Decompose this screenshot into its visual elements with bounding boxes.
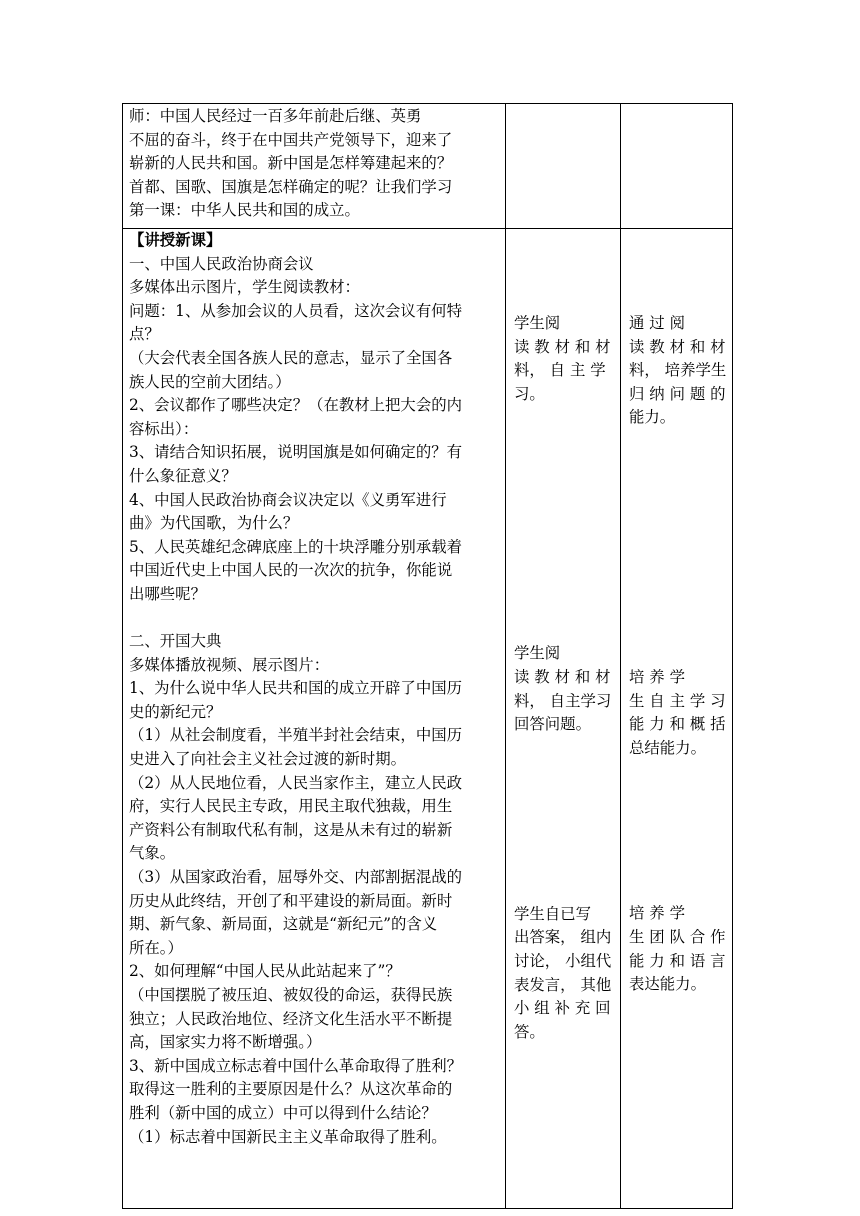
content-line: 容标出）： [129,419,199,438]
content-line: 族人民的空前大团结。） [129,372,291,391]
content-line: 5、人民英雄纪念碑底座上的十块浮雕分别承载着 [129,537,462,556]
content-line: 3、新中国成立标志着中国什么革命取得了胜利？ [129,1056,462,1075]
content-line: 什么象征意义？ [129,466,237,485]
content-line: 多媒体出示图片，学生阅读教材： [129,278,360,297]
student-line: 讨论， 小组代 [514,951,612,970]
intent-line: 归 纳 问 题 的 [629,384,726,403]
student-line: 表发言， 其他 [514,975,612,994]
main-row [123,229,733,1209]
content-line: 3、请结合知识拓展，说明国旗是如何确定的？有 [129,443,462,462]
content-line: 府，实行人民民主专政，用民主取代独裁，用生 [129,797,453,816]
content-line: （1）标志着中国新民主主义革命取得了胜利。 [129,1127,447,1146]
content-line: 史的新纪元？ [129,702,222,721]
intent-line: 生 团 队 合 作 [629,927,726,946]
design-intent-cell [621,229,733,1209]
content-line: 产资料公有制取代私有制，这是从未有过的崭新 [129,820,453,839]
intro-student-cell [506,104,621,229]
main-content-cell [123,229,506,1209]
intent-line: 生 自 主 学 习 [629,691,726,710]
content-line: 2、会议都作了哪些决定？（在教材上把大会的内 [129,396,462,415]
content-line: 中国近代史上中国人民的一次次的抗争，你能说 [129,561,453,580]
content-line: 高，国家实力将不断增强。） [129,1033,322,1052]
content-line: 点？ [129,325,160,344]
intro-cell [123,104,506,229]
content-line: 气象。 [129,844,176,863]
blank-line [129,607,501,631]
content-line: （大会代表全国各族人民的意志，显示了全国各 [129,348,453,367]
intent-line: 能力。 [629,408,676,427]
student-activity-3 [506,737,620,1045]
student-line: 读 教 材 和 材 [514,337,611,356]
intent-line: 料， 培养学生 [629,361,727,380]
content-line: 多媒体播放视频、展示图片： [129,655,330,674]
intro-row [123,104,733,229]
content-line: 取得这一胜利的主要原因是什么？从这次革命的 [129,1080,453,1099]
student-line: 习。 [514,384,545,403]
content-line: （3）从国家政治看，屈辱外交、内部割据混战的 [129,868,462,887]
content-line: 期、新气象、新局面，这就是“新纪元”的含义 [129,915,438,934]
content-line: 一、中国人民政治协商会议 [129,254,314,273]
content-line: （1）从社会制度看，半殖半封社会结束，中国历 [129,726,462,745]
content-line: 所在。） [129,938,183,957]
student-line: 料， 自 主 学 [514,361,606,380]
content-line: 曲》为代国歌，为什么？ [129,514,299,533]
content-line: 历史从此终结，开创了和平建设的新局面。新时 [129,891,453,910]
content-line: 1、为什么说中华人民共和国的成立开辟了中国历 [129,679,462,698]
intent-line: 总结能力。 [629,738,706,757]
section-heading: 【讲授新课】 [129,231,222,249]
intro-line: 师：中国人民经过一百多年前赴后继、英勇 [129,107,422,125]
intent-line: 通 过 阅 [629,314,685,332]
student-line: 出答案， 组内 [514,928,612,947]
content-line: 独立；人民政治地位、经济文化生活水平不断提 [129,1009,453,1028]
intro-goal-cell [621,104,733,229]
content-line: 4、中国人民政治协商会议决定以《义勇军进行 [129,490,447,509]
content-line: 2、如何理解“中国人民从此站起来了”？ [129,962,401,981]
student-activity-1 [506,229,620,406]
intent-line: 表达能力。 [629,975,706,994]
content-line: （2）从人民地位看，人民当家作主，建立人民政 [129,773,462,792]
student-activity-2 [506,406,620,736]
intro-line: 第一课：中华人民共和国的成立。 [129,201,360,220]
student-line: 读 教 材 和 材 [514,667,611,686]
student-line: 回答问题。 [514,715,591,734]
content-line: 胜利（新中国的成立）中可以得到什么结论？ [129,1103,437,1122]
design-intent-1 [621,229,732,430]
content-line: 出哪些呢？ [129,584,206,603]
content-line: （中国摆脱了被压迫、被奴役的命运，获得民族 [129,986,453,1004]
content-line: 史进入了向社会主义社会过渡的新时期。 [129,750,407,769]
intro-line: 不屈的奋斗，终于在中国共产党领导下，迎来了 [129,130,453,149]
student-line: 料， 自主学习 [514,691,612,710]
student-line: 学生阅 [514,314,561,332]
student-line: 答。 [514,1022,545,1041]
intro-line: 首都、国歌、国旗是怎样确定的呢？让我们学习 [129,177,453,196]
student-line: 学生自已写 [514,904,591,923]
intent-line: 读 教 材 和 材 [629,337,726,356]
student-line: 小 组 补 充 回 [514,999,611,1018]
lesson-plan-table [122,103,733,1209]
intent-line: 培 养 学 [629,667,685,686]
intent-line: 能 力 和 语 言 [629,951,726,970]
intent-line: 培 养 学 [629,904,685,923]
design-intent-2 [621,430,732,760]
content-line: 二、开国大典 [129,632,222,651]
intent-line: 能 力 和 概 括 [629,715,726,734]
intro-line: 崭新的人民共和国。新中国是怎样筹建起来的？ [129,154,453,173]
student-activity-cell [506,229,621,1209]
content-line: 问题：1、从参加会议的人员看，这次会议有何特 [129,301,462,320]
design-intent-3 [621,760,732,996]
student-line: 学生阅 [514,644,561,663]
